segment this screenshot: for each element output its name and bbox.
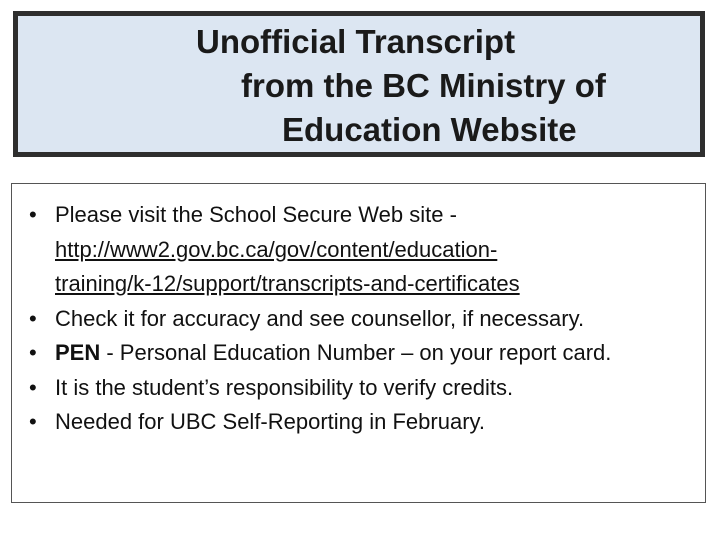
bullet-text: It is the student’s responsibility to verify credits. (55, 374, 514, 400)
bullet-list (12, 198, 705, 440)
pen-term: PEN (55, 340, 101, 365)
title-line-3: Education Website (282, 111, 577, 148)
bullet-marker: • (29, 305, 37, 331)
transcript-link[interactable] (55, 233, 520, 302)
bullet-item-pen (12, 336, 705, 371)
bullet-marker: • (29, 340, 37, 365)
bullet-item-responsibility (12, 371, 705, 406)
bullet-text: - Personal Education Number – on your report card. (100, 340, 612, 365)
title-banner (13, 11, 705, 157)
link-line-2[interactable]: training/k-12/support/transcripts-and-certificates (55, 271, 520, 296)
title-line-1: Unofficial Transcript (196, 23, 516, 60)
bullet-item-visit-site (12, 198, 705, 302)
bullet-marker: • (29, 374, 37, 400)
bullet-item-ubc (12, 405, 705, 440)
bullet-marker: • (29, 202, 37, 227)
bullet-text: Please visit the School Secure Web site - (55, 202, 457, 227)
slide-title (18, 20, 700, 152)
link-line-1[interactable]: http://www2.gov.bc.ca/gov/content/education- (55, 236, 498, 262)
bullet-text: Check it for accuracy and see counsellor, if necessary. (55, 305, 585, 331)
bullet-marker: • (29, 409, 37, 434)
bullet-text: Needed for UBC Self-Reporting in February. (55, 409, 486, 434)
content-panel (11, 183, 706, 503)
bullet-item-check-accuracy (12, 302, 705, 337)
title-line-2: from the BC Ministry of (241, 67, 606, 104)
